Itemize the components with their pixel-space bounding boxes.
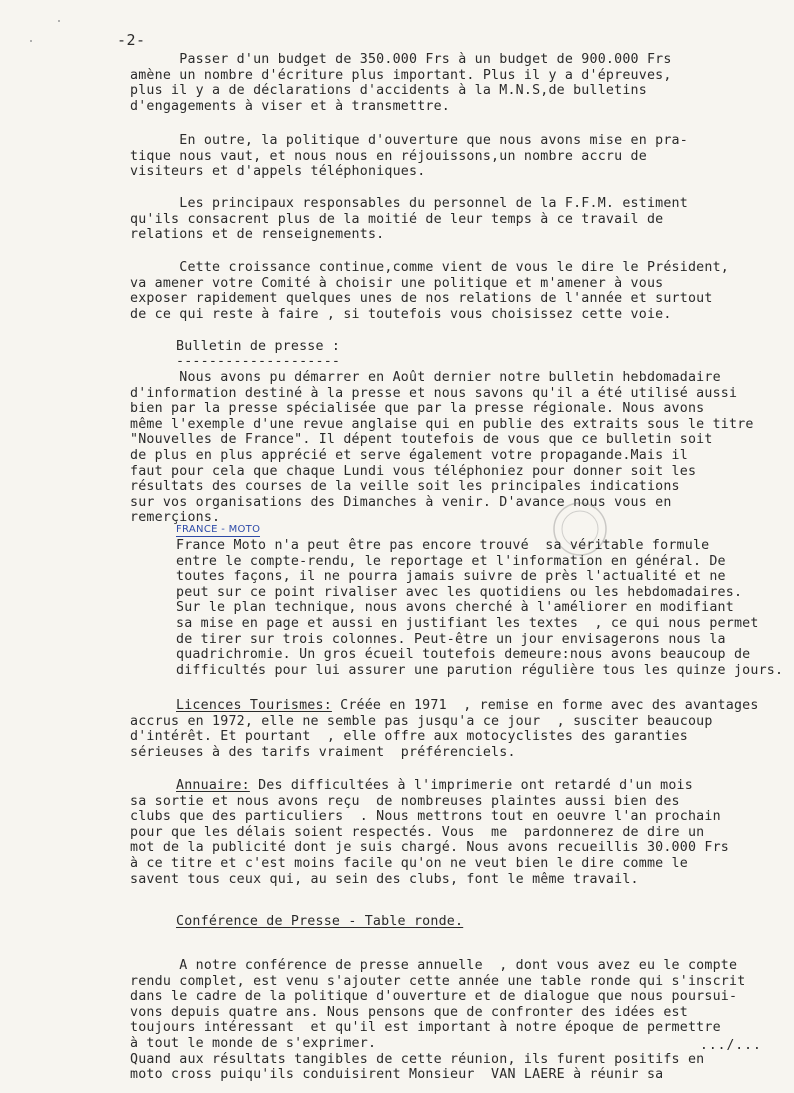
- annuaire-text: Des difficultées à l'imprimerie ont retardé d'un mois sa sortie et nous avons reçu de nombreuses plaintes aussi bien des clubs que des particuliers . Nous mettrons tout en oeuvre l'an prochain pour que les délais soient respectés. Vous me pardonnerez de dire un mot de la publicité dont je suis chargé. Nous avons recueillis 30.000 Frs à ce titre et c'est moins facile qu'on ne veut bien le dire comme le savent tous ceux qui, au sein des clubs, font le même travail.: [130, 778, 729, 887]
- paragraph-annuaire: [130, 778, 729, 887]
- heading-bulletin-de-presse: Bulletin de presse :: [176, 339, 341, 354]
- paper-speck: [30, 40, 32, 42]
- continuation-mark: .../...: [700, 1038, 762, 1053]
- heading-conference-de-presse: Conférence de Presse - Table ronde.: [176, 914, 464, 929]
- heading-licences-tourismes: Licences Tourismes:: [176, 698, 332, 713]
- paragraph-responsables: Les principaux responsables du personnel de la F.F.M. estiment qu'ils consacrent plus de la moitié de leur temps à ce travail de relations et de renseignements.: [130, 196, 688, 243]
- paragraph-ouverture: En outre, la politique d'ouverture que nous avons mise en pra- tique nous vaut, et nous nous en réjouissons,un nombre accru de visiteurs et d'appels téléphoniques.: [130, 133, 688, 180]
- heading-annuaire: Annuaire:: [176, 778, 250, 793]
- licences-text: Créée en 1971 , remise en forme avec des avantages accrus en 1972, elle ne semble pas jusqu'a ce jour , susciter beaucoup d'intérêt. Et pourtant , elle offre aux motocyclistes des garanties sérieuses à des tarifs vraiment préférenciels.: [130, 698, 759, 760]
- paragraph-conference: A notre conférence de presse annuelle , dont vous avez eu le compte rendu complet, est venu s'ajouter cette année une table ronde qui s'inscrit dans le cadre de la politique d'ouverture et de dialogue que nous poursui- vons depuis quatre ans. Nous pensons que de confronter des idées est toujours intéressant et qu'il est important à notre époque de permettre à tout le monde de s'exprimer. Quand aux résultats tangibles de cette réunion, ils furent positifs en moto cross puiqu'ils conduisirent Monsieur VAN LAERE à réunir sa: [130, 958, 746, 1083]
- page-number: -2-: [117, 31, 146, 49]
- paragraph-france-moto: France Moto n'a peut être pas encore trouvé sa véritable formule entre le compte-rendu, le reportage et l'information en général. De toutes façons, il ne pourra jamais suivre de près l'actualité et ne peut sur ce point rivaliser avec les quotidiens ou les hebdomadaires. Sur le plan technique, nous avons cherché à l'améliorer en modifiant sa mise en page et aussi en justifiant les textes , ce qui nous permet de tirer sur trois colonnes. Peut-être un jour envisagerons nous la quadrichromie. Un gros écueil toutefois demeure:nous avons beaucoup de difficultés pour lui assurer une parution régulière tous les quinze jours.: [176, 538, 784, 678]
- paper-speck: [58, 20, 60, 22]
- paragraph-croissance: Cette croissance continue,comme vient de vous le dire le Président, va amener votre Comité à choisir une politique et m'amener à vous exposer rapidement quelques unes de nos relations de l'année et surtout de ce qui reste à faire , si toutefois vous choisissez cette voie.: [130, 260, 729, 322]
- paragraph-licences: [130, 698, 759, 760]
- paragraph-bulletin: Nous avons pu démarrer en Août dernier notre bulletin hebdomadaire d'information destiné à la presse et nous savons qu'il a été utilisé aussi bien par la presse spécialisée que par la presse régionale. Nous avons même l'exemple d'une revue anglaise qui en publie des extraits sous le titre "Nouvelles de France". Il dépent toutefois de vous que ce bulletin soit de plus en plus apprécié et serve également votre propagande.Mais il faut pour cela que chaque Lundi vous téléphoniez pour donner soit les résultats des courses de la veille soit les principales indications sur vos organisations des Dimanches à venir. D'avance nous vous en remerçions.: [130, 370, 754, 526]
- paragraph-budget: Passer d'un budget de 350.000 Frs à un budget de 900.000 Frs amène un nombre d'écriture plus important. Plus il y a d'épreuves, plus il y a de déclarations d'accidents à la M.N.S,de bulletins d'engagements à viser et à transmettre.: [130, 52, 672, 114]
- handwritten-note: FRANCE - MOTO: [176, 524, 261, 535]
- heading-rule: --------------------: [176, 354, 341, 369]
